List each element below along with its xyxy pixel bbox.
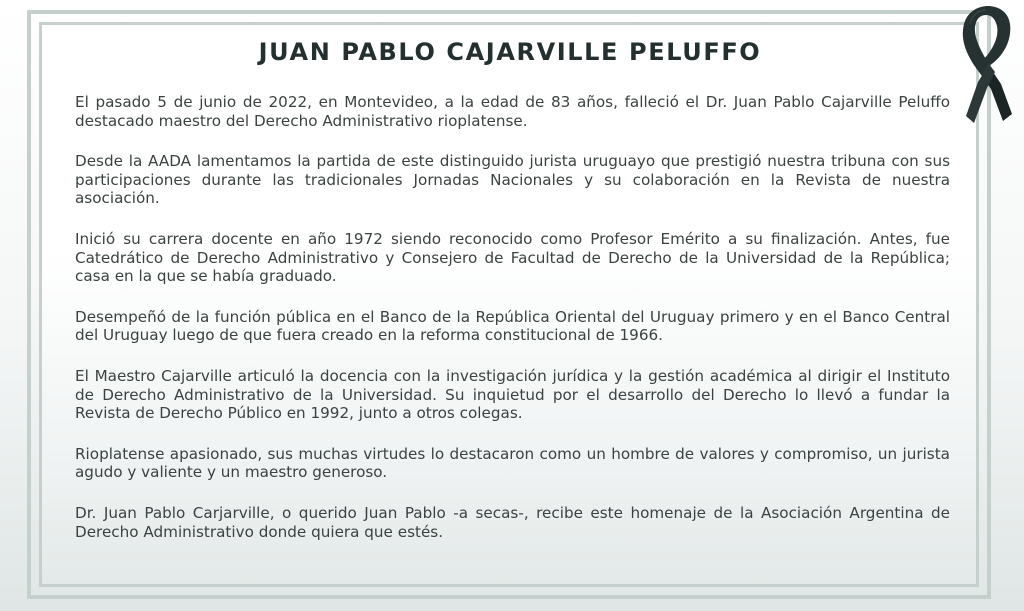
paragraph-teaching-career: Inició su carrera docente en año 1972 siendo reconocido como Profesor Emérito a su finalización. Antes, fue Catedrático de Derecho Administrativo y Consejero de Facultad de Derecho de la Universidad de la República; casa en la que se había graduado. bbox=[75, 229, 950, 286]
paragraph-virtues: Rioplatense apasionado, sus muchas virtudes lo destacaron como un hombre de valores y compromiso, un jurista agudo y valiente y un maestro generoso. bbox=[75, 444, 950, 482]
paragraph-homage: Dr. Juan Pablo Carjarville, o querido Juan Pablo -a secas-, recibe este homenaje de la Asociación Argentina de Derecho Administrativo donde quiera que estés. bbox=[75, 503, 950, 541]
page-title: JUAN PABLO CAJARVILLE PELUFFO bbox=[258, 38, 762, 66]
paragraph-death-notice: El pasado 5 de junio de 2022, en Montevideo, a la edad de 83 años, falleció el Dr. Juan Pablo Cajarville Peluffo destacado maestro del Derecho Administrativo rioplatense. bbox=[75, 93, 950, 130]
paragraph-public-service: Desempeñó de la función pública en el Banco de la República Oriental del Uruguay primero y en el Banco Central del Uruguay luego de que fuera creado en la reforma constitucional de 1966. bbox=[75, 307, 950, 345]
obituary-body bbox=[75, 93, 950, 563]
paragraph-academic-work: El Maestro Cajarville articuló la docencia con la investigación jurídica y la gestión académica al dirigir el Instituto de Derecho Administrativo de la Universidad. Su inquietud por el desarrollo del Derecho lo llevó a fundar la Revista de Derecho Público en 1992, junto a otros colegas. bbox=[75, 366, 950, 423]
paragraph-aada-condolences: Desde la AADA lamentamos la partida de este distinguido jurista uruguayo que prestigió nuestra tribuna con sus participaciones durante las tradicionales Jornadas Nacionales y su colaboración en la Revista de nuestra asociación. bbox=[75, 152, 950, 208]
mourning-ribbon-icon bbox=[958, 2, 1014, 124]
